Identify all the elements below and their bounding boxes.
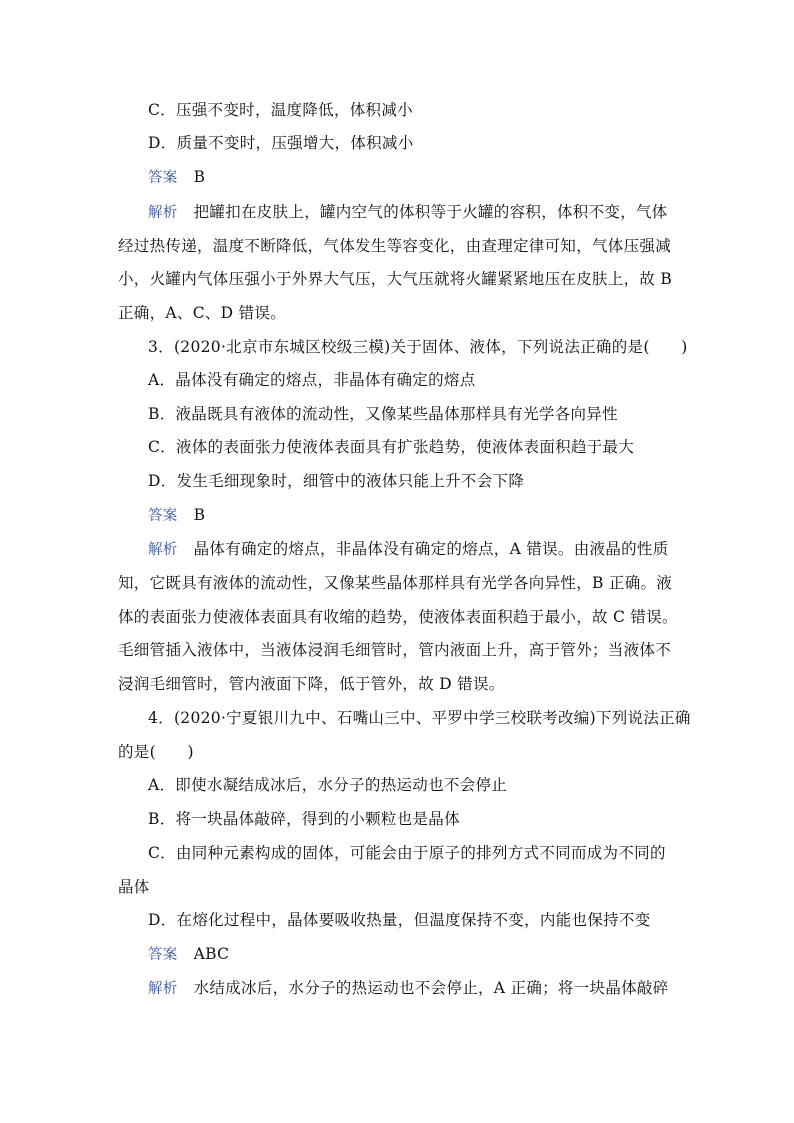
answer-label: 答案 <box>148 508 178 524</box>
answer-label: 答案 <box>148 947 178 963</box>
q2-analysis-line-3: 小，火罐内气体压强小于外界大气压，大气压就将火罐紧紧地压在皮肤上，故 B <box>118 270 673 288</box>
q4-option-d: D．在熔化过程中，晶体要吸收热量，但温度保持不变，内能也保持不变 <box>148 911 651 929</box>
q3-option-d: D．发生毛细现象时，细管中的液体只能上升不会下降 <box>148 472 525 490</box>
q3-analysis-line-4: 毛细管插入液体中，当液体浸润毛细管时，管内液面上升，高于管外；当液体不 <box>118 641 672 659</box>
answer-value: ABC <box>193 945 230 963</box>
q4-stem-line-1: 4．(2020·宁夏银川九中、石嘴山三中、平罗中学三校联考改编)下列说法正确 <box>148 709 691 727</box>
q2-analysis-line-1 <box>148 201 718 224</box>
q3-option-c: C．液体的表面张力使液体表面具有扩张趋势，使液体表面积趋于最大 <box>148 438 635 456</box>
q3-option-b: B．液晶既具有液体的流动性，又像某些晶体那样具有光学各向异性 <box>148 405 618 423</box>
analysis-text: 把罐扣在皮肤上，罐内空气的体积等于火罐的容积，体积不变，气体 <box>193 203 668 221</box>
q2-option-c: C．压强不变时，温度降低，体积减小 <box>148 101 413 119</box>
q4-option-c-line-1: C．由同种元素构成的固体，可能会由于原子的排列方式不同而成为不同的 <box>148 844 666 862</box>
q3-analysis-line-2: 知，它既具有液体的流动性，又像某些晶体那样具有光学各向异性，B 正确。液 <box>118 574 673 592</box>
q3-analysis-line-5: 浸润毛细管时，管内液面下降，低于管外，故 D 错误。 <box>118 675 505 693</box>
q4-analysis-line-1 <box>148 977 718 1000</box>
q3-option-a: A．晶体没有确定的熔点，非晶体有确定的熔点 <box>148 371 476 389</box>
analysis-text: 水结成冰后，水分子的热运动也不会停止，A 正确；将一块晶体敲碎 <box>193 979 669 997</box>
q3-analysis-line-3: 体的表面张力使液体表面具有收缩的趋势，使液体表面积趋于最小，故 C 错误。 <box>118 608 678 626</box>
q4-option-c-line-2: 晶体 <box>118 878 150 896</box>
q4-answer <box>148 943 718 966</box>
analysis-text: 晶体有确定的熔点，非晶体没有确定的熔点，A 错误。由液晶的性质 <box>193 540 669 558</box>
answer-label: 答案 <box>148 170 178 186</box>
analysis-label: 解析 <box>148 542 178 558</box>
q2-answer <box>148 166 718 189</box>
answer-value: B <box>193 506 206 524</box>
q4-stem-line-2: 的是( ) <box>118 743 194 761</box>
q3-analysis-line-1 <box>148 538 718 561</box>
q2-option-d: D．质量不变时，压强增大，体积减小 <box>148 134 414 152</box>
answer-value: B <box>193 168 206 186</box>
q3-stem: 3．(2020·北京市东城区校级三模)关于固体、液体，下列说法正确的是( ) <box>148 338 688 356</box>
q3-answer <box>148 504 718 527</box>
q2-analysis-line-2: 经过热传递，温度不断降低，气体发生等容变化，由查理定律可知，气体压强减 <box>118 237 672 255</box>
q4-option-b: B．将一块晶体敲碎，得到的小颗粒也是晶体 <box>148 810 460 828</box>
q4-option-a: A．即使水凝结成冰后，水分子的热运动也不会停止 <box>148 776 508 794</box>
q2-analysis-line-4: 正确，A、C、D 错误。 <box>118 304 287 322</box>
analysis-label: 解析 <box>148 981 178 997</box>
analysis-label: 解析 <box>148 205 178 221</box>
